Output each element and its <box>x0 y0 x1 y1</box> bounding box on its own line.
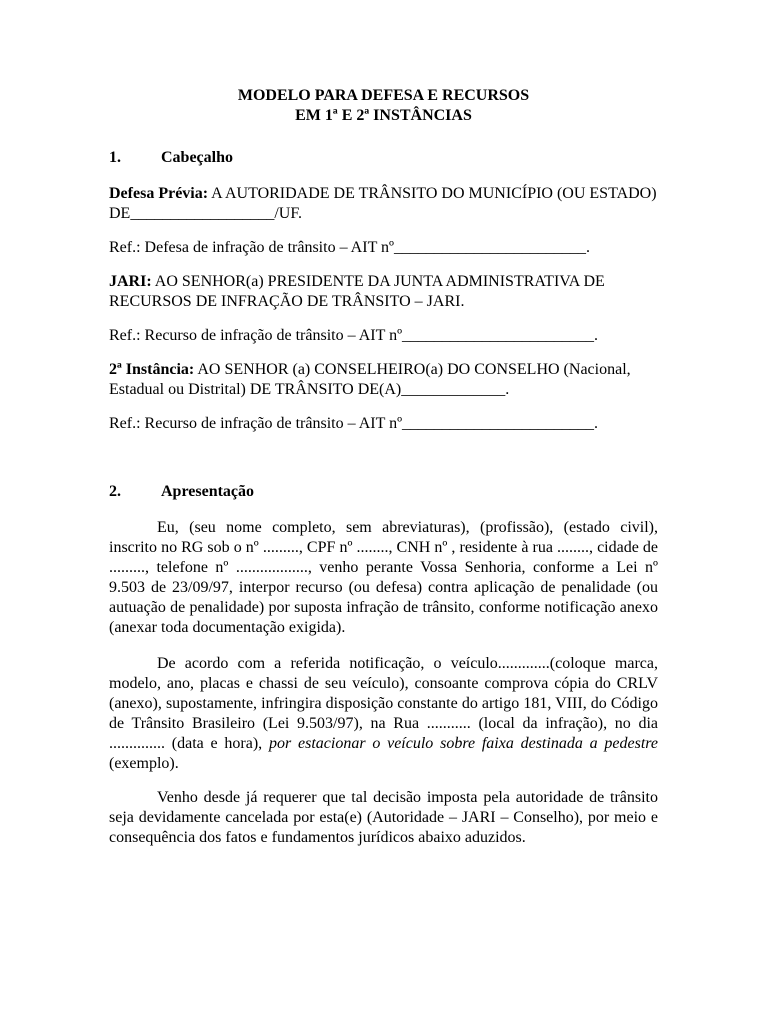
apresentacao-paragraph-1: Eu, (seu nome completo, sem abreviaturas), (profissão), (estado civil), inscrito no RG sob o nº ........., CPF nº ........, CNH nº , residente à rua ........, cidade de ........., telefone nº .................., venho perante Vossa Senhoria, conforme a Lei nº 9.503 de 23/09/97, interpor recurso (ou defesa) contra aplicação de penalidade (ou autuação de penalidade) por suposta infração de trânsito, conforme notificação anexo (anexar toda documentação exigida). <box>109 519 658 636</box>
document-title-line1: MODELO PARA DEFESA E RECURSOS <box>237 87 530 104</box>
section-1-number: 1. <box>109 149 121 166</box>
ref-segunda-instancia: Ref.: Recurso de infração de trânsito – AIT nº________________________. <box>109 415 599 432</box>
document-body <box>109 86 658 848</box>
ref-defesa: Ref.: Defesa de infração de trânsito – AIT nº________________________. <box>109 239 591 256</box>
apresentacao-paragraph-2 <box>109 654 658 774</box>
section-2-number: 2. <box>109 483 121 500</box>
segunda-instancia-paragraph <box>109 360 658 400</box>
paragraph-2-start: De acordo com a referida notificação, o veículo.............(coloque marca, modelo, ano, placas e chassi de seu veículo), consoante comprova cópia do CRLV (anexo), supostamente, infringira disposição constante do artigo 181, VIII, do Código de Trânsito Brasileiro (Lei 9.503/97), na Rua ........... (local da infração), no dia .............. (data e hora), <box>109 655 658 752</box>
section-2-heading <box>109 482 658 502</box>
jari-label: JARI: <box>109 273 152 290</box>
defesa-previa-label: Defesa Prévia: <box>109 185 209 202</box>
apresentacao-paragraph-3: Venho desde já requerer que tal decisão imposta pela autoridade de trânsito seja devidamente cancelada por esta(e) (Autoridade – JARI – Conselho), por meio e consequência dos fatos e fundamentos jurídicos abaixo aduzidos. <box>109 789 658 846</box>
section-1-title: Cabeçalho <box>161 149 233 166</box>
ref-jari: Ref.: Recurso de infração de trânsito – AIT nº________________________. <box>109 327 599 344</box>
defesa-previa-paragraph <box>109 184 658 224</box>
document-title-line2: EM 1ª E 2ª INSTÂNCIAS <box>295 107 472 124</box>
defesa-previa-text: A AUTORIDADE DE TRÂNSITO DO MUNICÍPIO (OU ESTADO) DE__________________/UF. <box>109 185 657 222</box>
jari-text: AO SENHOR(a) PRESIDENTE DA JUNTA ADMINISTRATIVA DE RECURSOS DE INFRAÇÃO DE TRÂNSITO – JARI. <box>109 273 605 310</box>
section-1-heading <box>109 148 658 168</box>
jari-paragraph <box>109 272 658 312</box>
paragraph-2-end: (exemplo). <box>109 755 179 772</box>
paragraph-2-italic: por estacionar o veículo sobre faixa destinada a pedestre <box>268 735 659 752</box>
segunda-instancia-label: 2ª Instância: <box>109 361 195 378</box>
section-2-title: Apresentação <box>161 483 255 500</box>
segunda-instancia-text: AO SENHOR (a) CONSELHEIRO(a) DO CONSELHO (Nacional, Estadual ou Distrital) DE TRÂNSITO DE(A)_____________. <box>109 361 631 398</box>
